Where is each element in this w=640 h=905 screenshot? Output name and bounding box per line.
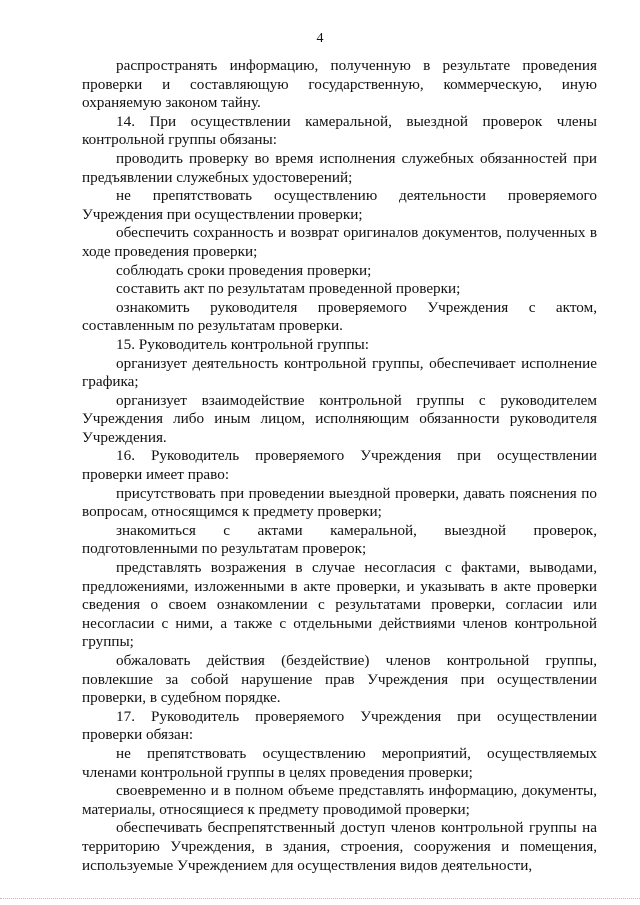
paragraph: не препятствовать осуществлению мероприятий, осуществляемых членами контрольной группы в целях проведения проверки; xyxy=(82,744,597,781)
page-bottom-edge xyxy=(0,898,640,899)
paragraph: составить акт по результатам проведенной проверки; xyxy=(116,280,461,298)
paragraph: обжаловать действия (бездействие) членов контрольной группы, повлекшие за собой нарушение прав Учреждения при осуществлении проверки, в судебном порядке. xyxy=(82,652,597,707)
page-number: 4 xyxy=(316,31,324,46)
paragraph: ознакомить руководителя проверяемого Учреждения с актом, составленным по результатам проверки. xyxy=(82,298,597,335)
paragraph: обеспечивать беспрепятственный доступ членов контрольной группы на территорию Учреждения, в здания, строения, сооружения и помещения, используемые Учреждением для осуществления видов деятельности, xyxy=(82,819,597,874)
document-body xyxy=(82,57,597,875)
paragraph: проводить проверку во время исполнения служебных обязанностей при предъявлении служебных удостоверений; xyxy=(82,149,597,186)
paragraph: соблюдать сроки проведения проверки; xyxy=(116,261,372,279)
paragraph: не препятствовать осуществлению деятельности проверяемого Учреждения при осуществлении проверки; xyxy=(82,187,597,223)
paragraph: 15. Руководитель контрольной группы: xyxy=(116,335,369,353)
paragraph: представлять возражения в случае несогласия с фактами, выводами, предложениями, изложенными в акте проверки, и указывать в акте проверки сведения о своем ознакомлении с результатами проверки, согласии или несогласии с ними, а также с отдельными действиями членов контрольной группы; xyxy=(82,559,597,651)
paragraph: присутствовать при проведении выездной проверки, давать пояснения по вопросам, относящимся к предмету проверки; xyxy=(82,484,597,521)
paragraph: организует деятельность контрольной группы, обеспечивает исполнение графика; xyxy=(82,354,597,391)
paragraph: распространять информацию, полученную в результате проведения проверки и составляющую государственную, коммерческую, иную охраняемую законом тайну. xyxy=(82,57,597,112)
paragraph: 16. Руководитель проверяемого Учреждения при осуществлении проверки имеет право: xyxy=(82,447,597,484)
paragraph: организует взаимодействие контрольной группы с руководителем Учреждения либо иным лицом, исполняющим обязанности руководителя Учреждения. xyxy=(82,391,597,446)
paragraph: обеспечить сохранность и возврат оригиналов документов, полученных в ходе проведения проверки; xyxy=(82,224,597,260)
paragraph: 17. Руководитель проверяемого Учреждения при осуществлении проверки обязан: xyxy=(82,707,597,744)
paragraph: знакомиться с актами камеральной, выездной проверок, подготовленными по результатам проверок; xyxy=(82,521,597,558)
paragraph: своевременно и в полном объеме представлять информацию, документы, материалы, относящиеся к предмету проводимой проверки; xyxy=(82,782,597,818)
paragraph: 14. При осуществлении камеральной, выездной проверок члены контрольной группы обязаны: xyxy=(82,112,597,149)
